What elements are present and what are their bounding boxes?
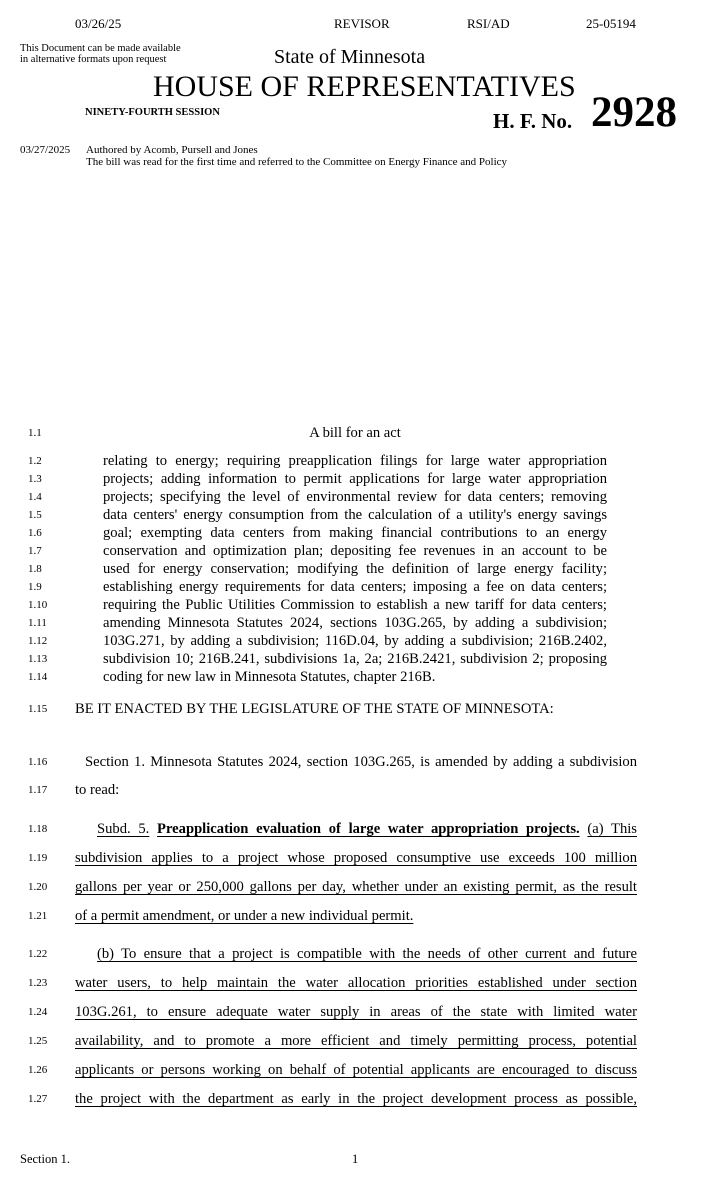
line-number: 1.20 — [28, 881, 48, 893]
bill-line — [75, 700, 554, 718]
line-number: 1.13 — [28, 653, 48, 665]
bill-line: data centers' energy consumption from the calculation of a utility's energy savings — [103, 507, 607, 523]
session-label: NINETY-FOURTH SESSION — [85, 107, 220, 118]
line-number: 1.12 — [28, 635, 48, 647]
line-number: 1.26 — [28, 1064, 48, 1076]
bill-line: applicants or persons working on behalf of potential applicants are encouraged to discuss — [75, 1062, 637, 1078]
bill-line: projects; adding information to permit applications for large water appropriation — [103, 471, 607, 487]
availability-line: This Document can be made available — [20, 43, 181, 54]
bill-line: amending Minnesota Statutes 2024, sections 103G.265, by adding a subdivision; — [103, 615, 607, 631]
bill-line: gallons per year or 250,000 gallons per day, whether under an existing permit, as the result — [75, 879, 637, 895]
line-number: 1.7 — [28, 545, 42, 557]
line-number: 1.11 — [28, 617, 47, 629]
line-number: 1.18 — [28, 823, 48, 835]
bill-line-text: of a permit amendment, or under a new individual permit. — [75, 908, 414, 924]
authors: Authored by Acomb, Pursell and Jones — [86, 144, 258, 156]
footer-section: Section 1. — [20, 1152, 70, 1166]
bill-line-text: A bill for an act — [309, 425, 401, 441]
line-number: 1.15 — [28, 703, 48, 715]
bill-line: establishing energy requirements for data centers; imposing a fee on data centers; — [103, 579, 607, 595]
line-number: 1.5 — [28, 509, 42, 521]
line-number: 1.23 — [28, 977, 48, 989]
bill-line: (b) To ensure that a project is compatible with the needs of other current and future — [97, 946, 637, 962]
bill-line: used for energy conservation; modifying the definition of large energy facility; — [103, 561, 607, 577]
bill-line — [97, 820, 637, 838]
bill-line-text: to read: — [75, 782, 120, 798]
line-number: 1.19 — [28, 852, 48, 864]
line-number: 1.21 — [28, 910, 48, 922]
line-number: 1.9 — [28, 581, 42, 593]
header-doc-number: 25-05194 — [586, 16, 636, 31]
line-number: 1.16 — [28, 756, 48, 768]
chamber-title: HOUSE OF REPRESENTATIVES — [153, 70, 576, 103]
header-date: 03/26/25 — [75, 16, 122, 31]
footer-page-number: 1 — [352, 1152, 359, 1166]
line-number: 1.1 — [28, 427, 42, 439]
line-number: 1.6 — [28, 527, 42, 539]
line-number: 1.25 — [28, 1035, 48, 1047]
line-number: 1.22 — [28, 948, 48, 960]
hf-number: 2928 — [591, 89, 677, 136]
bill-line-text: BE IT ENACTED BY THE LEGISLATURE OF THE STATE OF MINNESOTA: — [75, 701, 554, 717]
intro-date: 03/27/2025 — [20, 144, 71, 156]
availability-note — [20, 43, 181, 65]
bill-line: water users, to help maintain the water allocation priorities established under section — [75, 975, 637, 991]
line-number: 1.3 — [28, 473, 42, 485]
bill-line: the project with the department as early in the project development process as possible, — [75, 1091, 637, 1107]
state-title: State of Minnesota — [274, 46, 426, 68]
availability-line: in alternative formats upon request — [20, 54, 167, 65]
line-number: 1.17 — [28, 784, 48, 796]
bill-line — [75, 907, 413, 925]
subdivision-heading: Preapplication evaluation of large water appropriation projects. — [157, 821, 580, 837]
bill-line: projects; specifying the level of environmental review for data centers; removing — [103, 489, 607, 505]
line-number: 1.2 — [28, 455, 42, 467]
hf-label: H. F. No. — [493, 109, 573, 133]
bill-line: Section 1. Minnesota Statutes 2024, section 103G.265, is amended by adding a subdivision — [85, 754, 637, 770]
header-revisor: REVISOR — [334, 16, 390, 31]
line-number: 1.10 — [28, 599, 48, 611]
bill-line: 103G.261, to ensure adequate water supply in areas of the state with limited water — [75, 1004, 637, 1020]
referral: The bill was read for the first time and referred to the Committee on Energy Finance and Policy — [86, 156, 508, 168]
line-number: 1.27 — [28, 1093, 48, 1105]
header-initials: RSI/AD — [467, 16, 510, 31]
subdivision-label: Subd. 5. — [97, 821, 150, 837]
bill-line: 103G.271, by adding a subdivision; 116D.04, by adding a subdivision; 216B.2402, — [103, 633, 607, 649]
bill-line-text: (a) This — [587, 821, 637, 837]
line-number: 1.8 — [28, 563, 42, 575]
bill-line: conservation and optimization plan; depositing fee revenues in an account to be — [103, 543, 607, 559]
bill-line: goal; exempting data centers from making financial contributions to an energy — [103, 525, 607, 541]
bill-line — [0, 424, 710, 442]
line-number: 1.24 — [28, 1006, 48, 1018]
bill-line — [103, 668, 435, 686]
line-number: 1.4 — [28, 491, 42, 503]
bill-line: requiring the Public Utilities Commission to establish a new tariff for data centers; — [103, 597, 607, 613]
bill-line: relating to energy; requiring preapplication filings for large water appropriation — [103, 453, 607, 469]
bill-line: subdivision applies to a project whose proposed consumptive use exceeds 100 million — [75, 850, 637, 866]
bill-line: availability, and to promote a more efficient and timely permitting process, potential — [75, 1033, 637, 1049]
bill-line — [75, 781, 119, 799]
bill-line: subdivision 10; 216B.241, subdivisions 1a, 2a; 216B.2421, subdivision 2; proposing — [103, 651, 607, 667]
line-number: 1.14 — [28, 671, 48, 683]
bill-line-text: coding for new law in Minnesota Statutes, chapter 216B. — [103, 669, 436, 685]
